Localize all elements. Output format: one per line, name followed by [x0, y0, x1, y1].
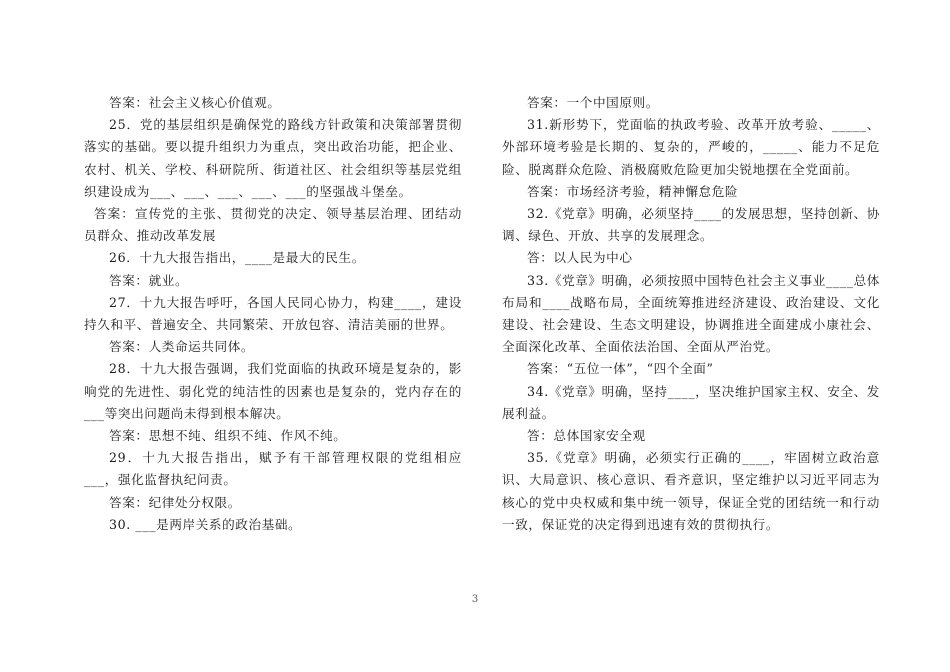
question-27: 27．十九大报告呼吁，各国人民同心协力，构建____，建设持久和平、普遍安全、共同繁荣、开放包容、清洁美丽的世界。 [84, 294, 462, 333]
question-30: 30. ___是两岸关系的政治基础。 [109, 516, 302, 532]
right-column [502, 92, 880, 536]
question-26: 26．十九大报告指出，____是最大的民生。 [109, 250, 365, 266]
answer-31: 答案：市场经济考验，精神懈怠危险 [527, 183, 739, 199]
question-35: 35.《党章》明确，必须实行正确的____，牢固树立政治意识、大局意识、核心意识、看齐意识，坚定维护以习近平同志为核心的党中央权威和集中统一领导，保证全党的团结统一和行动一致，保证党的决定得到迅速有效的贯彻执行。 [502, 450, 880, 532]
answer-33: 答案：“五位一体”，“四个全面” [527, 361, 714, 377]
answer-32: 答：以人民为中心 [527, 250, 633, 266]
question-34: 34.《党章》明确，坚持____，坚决维护国家主权、安全、发展利益。 [502, 383, 880, 421]
question-29: 29．十九大报告指出，赋予有干部管理权限的党组相应___，强化监督执纪问责。 [84, 450, 462, 488]
left-column [84, 92, 462, 536]
answer-28: 答案：思想不纯、组织不纯、作风不纯。 [109, 428, 347, 444]
question-31: 31.新形势下，党面临的执政考验、改革开放考验、_____、外部环境考验是长期的、复杂的，严峻的，_____、能力不足危险、脱离群众危险、消极腐败危险更加尖锐地摆在全党面前。 [502, 117, 880, 177]
question-25: 25．党的基层组织是确保党的路线方针政策和决策部署贯彻落实的基础。要以提升组织力为重点，突出政治功能，把企业、农村、机关、学校、科研院所、街道社区、社会组织等基层党组织建设成为___、___、___、___、___的坚强战斗堡垒。 [84, 117, 462, 199]
answer-34: 答：总体国家安全观 [527, 428, 646, 444]
page-number: 3 [471, 594, 479, 605]
answer-26: 答案：就业。 [109, 272, 189, 288]
answer-30: 答案：一个中国原则。 [527, 95, 659, 110]
question-28: 28．十九大报告强调，我们党面临的执政环境是复杂的，影响党的先进性、弱化党的纯洁性的因素也是复杂的，党内存在的___等突出问题尚未得到根本解决。 [84, 361, 462, 421]
answer-24: 答案：社会主义核心价值观。 [109, 95, 281, 110]
answer-29: 答案：纪律处分权限。 [109, 494, 241, 510]
question-33: 33.《党章》明确，必须按照中国特色社会主义事业____总体布局和____战略布局，全面统筹推进经济建设、政治建设、文化建设、社会建设、生态文明建设，协调推进全面建成小康社会、全面深化改革、全面依法治国、全面从严治党。 [502, 272, 880, 355]
answer-25: 答案：宣传党的主张、贯彻党的决定、领导基层治理、团结动员群众、推动改革发展 [84, 206, 462, 244]
question-32: 32.《党章》明确，必须坚持____的发展思想，坚持创新、协调、绿色、开放、共享的发展理念。 [502, 206, 880, 244]
answer-27: 答案：人类命运共同体。 [109, 339, 255, 355]
